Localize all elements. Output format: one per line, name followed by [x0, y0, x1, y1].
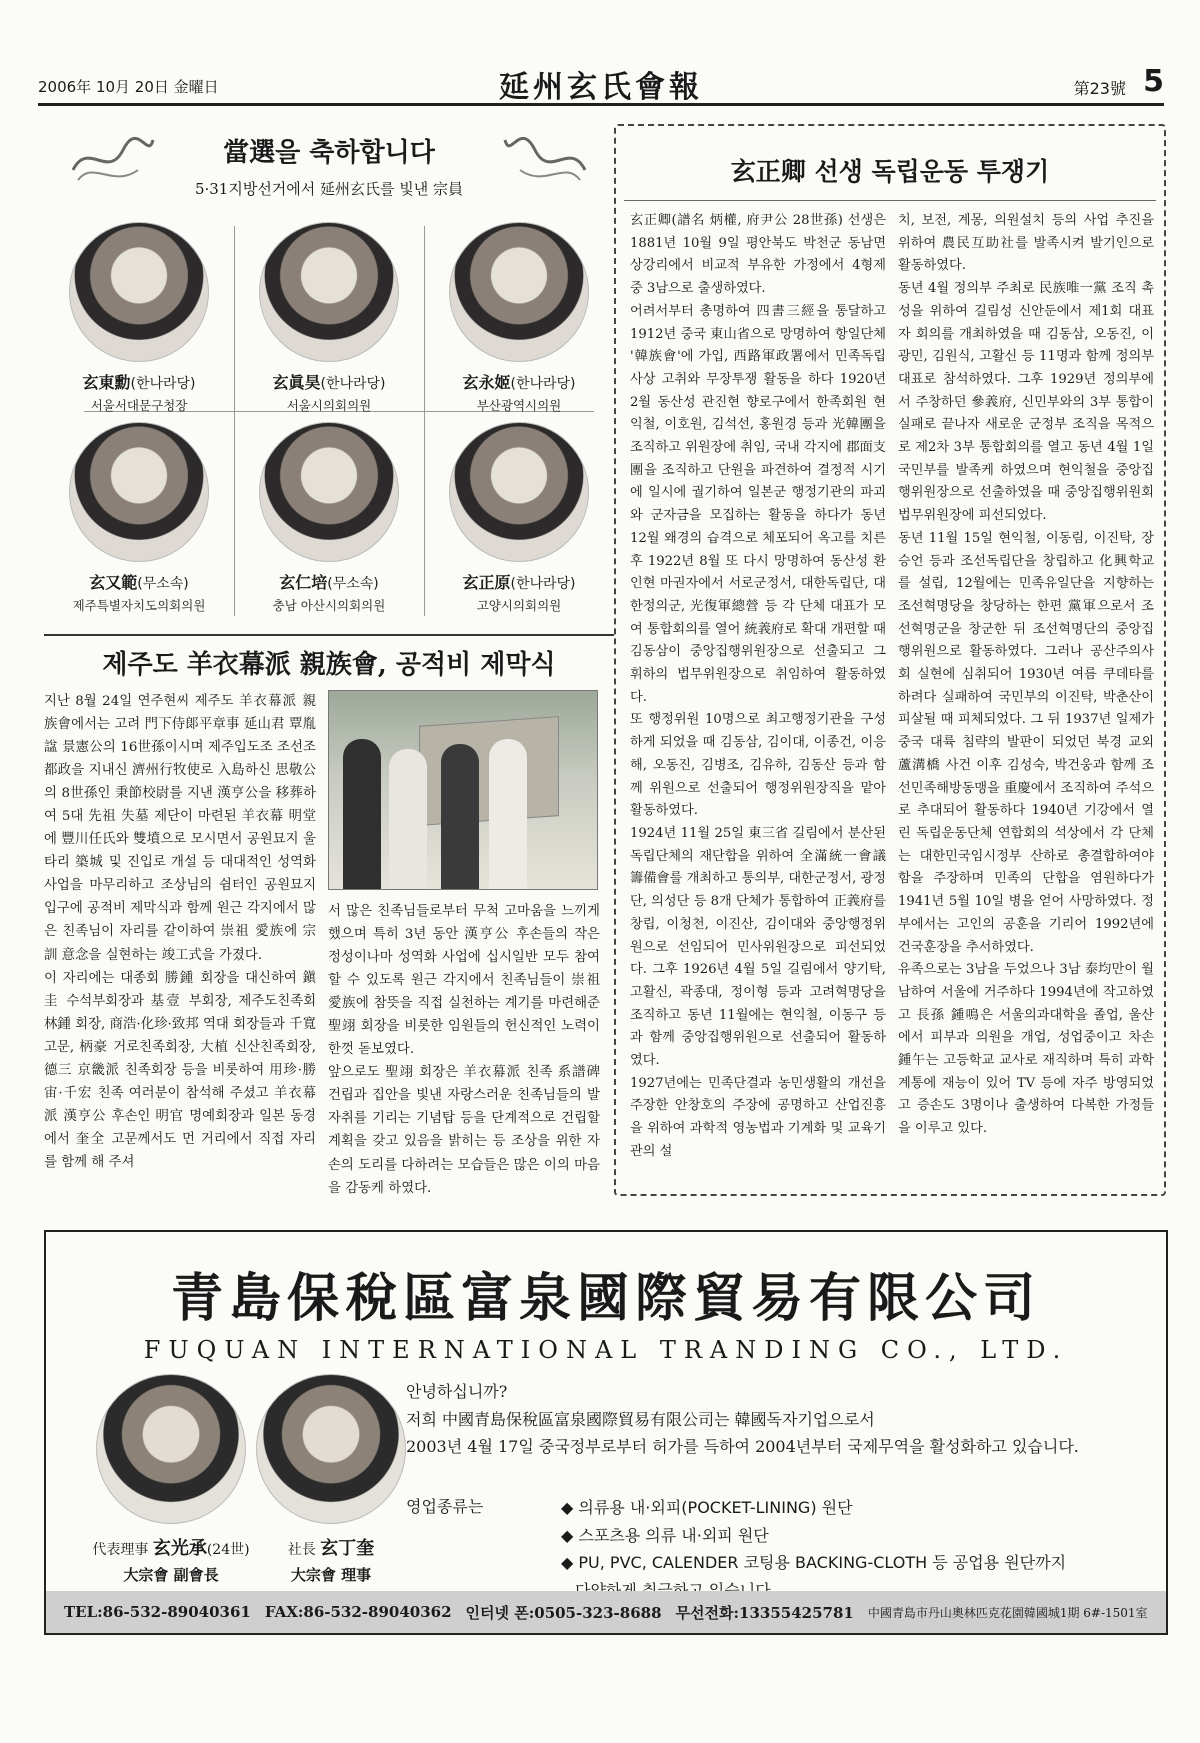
- member-name: 玄眞昊: [272, 373, 321, 392]
- person-name: 玄光承: [152, 1538, 207, 1559]
- elected-member: [244, 422, 414, 614]
- wireless-phone: 무선전화:13355425781: [675, 1603, 854, 1622]
- ceremony-photo: [328, 690, 598, 890]
- person-role: 大宗會 理事: [290, 1566, 372, 1584]
- article-column: 치, 보전, 계몽, 의원설치 등의 사업 추진을 위하여 農民互助社를 발족시켜 발기인으로 활동하였다. 동년 4월 정의부 주최로 民族唯一黨 조직 촉성을 위하여 길림성 신안둔에서 제1회 대표자 회의를 개최하였을 때 김동삼, 오동진, 이광민, 김원식, 고활신 등 11명과 함께 정의부 대표로 참석하였다. 그후 1929년 정의부에서 주창하던 參義府, 신민부와의 3부 통합이 실패로 끝나자 새로운 군정부 조직을 목적으로 제2차 3부 통합회의를 열고 동년 4월 1일 국민부를 발족케 하였으며 현익철을 중앙집행위원장으로 선출하였을 때 중앙집행위원회 법무위원장에 피선되었다. 동년 11월 15일 현익철, 이동림, 이진탁, 장승언 등과 조선독립단을 창립하고 化興학교를 설립, 12월에는 민족유일단을 지향하는 조선혁명당을 창당하는 한편 黨軍으로서 조선혁명군을 창군한 뒤 조선혁명단의 중앙집행위원으로 활동하였다. 그러나 공산주의사회 실현에 심취되어 1930년 여름 쿠데타를 하려다 실패하여 국민부의 이진탁, 박춘산이 피살될 때 피체되었다. 그 뒤 1937년 일제가 중국 대륙 침략의 발판이 되었던 북경 교외 蘆溝橋 사건 이후 김성숙, 박건웅과 함께 조선민족해방동맹을 重慶에서 조직하여 주석으로 추대되어 활동하다 1940년 기강에서 열린 독립운동단체 연합회의 석상에서 각 단체는 대한민국임시정부 산하로 총결합하여야 함을 주장하며 민족의 단합을 염원하다가 1941년 5월 10일 병을 얻어 사망하였다. 정부에서는 고인의 공훈을 기리어 1992년에 건국훈장을 추서하였다. 유족으로는 3남을 두었으나 3남 泰均만이 월남하여 서울에 거주하다 1994년에 작고하였고 長孫 鍾鳴은 서울의과대학을 졸업, 울산에서 피부과 의원을 개업, 성업중이고 차손 鍾午는 고등학교 교사로 재직하며 특히 과학계통에 재능이 있어 TV 등에 자주 방영되었고 증손도 3명이나 출생하여 다복한 가정들을 이루고 있다.: [898, 213, 1154, 1137]
- contact-bar: [46, 1591, 1166, 1633]
- article-title: 玄正卿 선생 독립운동 투쟁기: [730, 157, 1050, 186]
- portrait-photo: [69, 222, 209, 362]
- member-name: 玄仁培: [279, 573, 328, 592]
- address: 中國青島市丹山奧林匹克花園韓國城1期 6#-1501室: [867, 1605, 1148, 1620]
- person-figure: [389, 749, 427, 889]
- portrait-photo: [96, 1374, 246, 1524]
- member-name: 玄又範: [89, 573, 138, 592]
- portrait-photo: [259, 222, 399, 362]
- member-party: (무소속): [137, 576, 189, 592]
- portrait-photo: [449, 422, 589, 562]
- intro-line: 저희 中國青島保稅區富泉國際貿易有限公司는 韓國독자기업으로서: [406, 1409, 875, 1429]
- masthead: [38, 62, 1164, 106]
- congrats-subtitle: 5·31지방선거에서 延州玄氏를 빛낸 宗員: [194, 180, 464, 198]
- member-position: 서울서대문구청장: [90, 398, 188, 413]
- tel: TEL:86-532-89040361: [64, 1603, 251, 1621]
- intro-line: 2003년 4월 17일 중국정부로부터 허가를 득하여 2004년부터 국제무역을 활성화하고 있습니다.: [406, 1437, 1079, 1457]
- business-list: [561, 1494, 1066, 1604]
- portrait-photo: [449, 222, 589, 362]
- member-position: 제주특별자치도의회의원: [72, 598, 206, 613]
- business-item: ◆ PU, PVC, CALENDER 코팅용 BACKING-CLOTH 등 공업용 원단까지: [561, 1553, 1067, 1573]
- page-number: 5: [1143, 64, 1164, 99]
- member-position: 충남 아산시의회의원: [272, 598, 386, 613]
- portrait-photo: [256, 1374, 406, 1524]
- person-title: 代表理事: [92, 1542, 149, 1558]
- divider: [234, 226, 235, 616]
- member-position: 부산광역시의원: [476, 398, 562, 413]
- elected-member: [54, 422, 224, 614]
- elected-member: [434, 222, 604, 414]
- company-name-english: FUQUAN INTERNATIONAL TRANDING CO., LTD.: [143, 1336, 1069, 1364]
- ad-intro: [406, 1378, 1146, 1461]
- issue-number: 第23號: [1073, 79, 1126, 98]
- elected-member: [434, 422, 604, 614]
- issue-date: 2006年 10月 20日 金曜日: [38, 78, 219, 96]
- divider: [624, 200, 1156, 201]
- advertisement: [44, 1230, 1168, 1635]
- ad-person: [246, 1374, 416, 1585]
- portrait-photo: [259, 422, 399, 562]
- member-position: 고양시의회의원: [476, 598, 562, 613]
- article-column: 서 많은 친족님들로부터 무척 고마움을 느끼게 했으며 특히 3년 동안 漢亨公 후손들의 작은 정성이나마 성역화 사업에 십시일반 모두 참여할 수 있도록 원근 각지에서 친족님들이 崇祖 愛族에 참뜻을 직접 실천하는 계기를 마련해준 聖翊 회장을 비롯한 임원들의 헌신적인 노력이 한껏 돋보였다. 앞으로도 聖翊 회장은 羊衣幕派 친족 系譜碑 건립과 집안을 빛낸 자랑스러운 친족님들의 발자취를 기리는 기념탑 등을 단계적으로 건립할 계획을 갖고 있음을 밝히는 등 조상을 위한 자손의 도리를 다하려는 모습들은 많은 이의 마음을 감동케 하였다.: [328, 904, 600, 1196]
- member-party: (한나라당): [510, 576, 576, 592]
- elected-member: [54, 222, 224, 414]
- business-item: ◆ 스포츠용 의류 내·외피 원단: [561, 1525, 769, 1545]
- congrats-title: 當選을 축하합니다: [223, 138, 435, 168]
- person-figure: [489, 739, 527, 889]
- member-position: 서울시의회의원: [286, 398, 372, 413]
- fax: FAX:86-532-89040362: [264, 1603, 452, 1621]
- internet-phone: 인터넷 폰:0505-323-8688: [465, 1603, 662, 1622]
- member-name: 玄東勳: [82, 373, 131, 392]
- divider: [424, 226, 425, 616]
- person-figure: [343, 739, 381, 889]
- company-name-chinese: 青島保稅區富泉國際貿易有限公司: [170, 1268, 1041, 1329]
- article-title: 제주도 羊衣幕派 親族會, 공적비 제막식: [102, 650, 556, 680]
- divider: [44, 634, 614, 636]
- member-party: (무소속): [327, 576, 379, 592]
- member-party: (한나라당): [510, 376, 576, 392]
- member-name: 玄永姬: [462, 373, 511, 392]
- person-name: 玄丁奎: [320, 1538, 375, 1559]
- person-role: 大宗會 副會長: [123, 1566, 219, 1584]
- newspaper-title: 延州玄氏會報: [499, 70, 703, 105]
- elected-member: [244, 222, 414, 414]
- business-item: ◆ 의류용 내·외피(POCKET-LINING) 원단: [561, 1498, 853, 1517]
- person-title: 社長: [287, 1542, 316, 1558]
- business-label: 영업종류는: [406, 1497, 484, 1516]
- portrait-photo: [69, 422, 209, 562]
- member-name: 玄正原: [462, 573, 511, 592]
- greeting: 안녕하십니까?: [406, 1382, 508, 1401]
- member-party: (한나라당): [320, 376, 386, 392]
- person-figure: [441, 744, 479, 889]
- member-party: (한나라당): [130, 376, 196, 392]
- ad-person: [86, 1374, 256, 1585]
- article-column: 지난 8월 24일 연주현씨 제주도 羊衣幕派 親族會에서는 고려 門下侍郞平章事 延山君 覃胤 諡 景憲公의 16世孫이시며 제주입도조 조선조 都政을 지내신 濟州行牧使로 入島하신 思敬公의 8世孫인 秉節校尉를 지낸 漢亨公을 移葬하여 5대 先祖 失墓 제단이 마련된 羊衣幕 明堂에 豐川任氏와 雙墳으로 모시면서 공원묘지 울타리 築城 및 진입로 개설 등 대대적인 성역화 사업을 마무리하고 조상님의 쉼터인 공원묘지 입구에 공적비 제막식과 함께 원근 각지에서 많은 친족님이 자리를 같이하여 崇祖 愛族에 宗訓 意念을 실현하는 竣工式을 가졌다. 이 자리에는 대종회 勝鍾 회장을 대신하여 鎭圭 수석부회장과 基壹 부회장, 제주도친족회 林鍾 회장, 商浩·化珍·致邦 역대 회장들과 千寬 고문, 柄豪 거로친족회장, 大植 신산친족회장, 德三 京畿派 친족회장 등을 비롯하여 用珍·勝宙·千宏 친족 여러분이 참석해 주셨고 羊衣幕派 漢亨公 후손인 明官 명예회장과 일본 동경에서 奎全 고문께서도 먼 거리에서 직접 자리를 함께 해 주셔: [44, 694, 316, 1170]
- article-column: 玄正卿(譜名 炳權, 府尹公 28世孫) 선생은 1881년 10월 9일 평안북도 박천군 동남면 상강리에서 비교적 부유한 가정에서 4형제 중 3남으로 출생하였다. 어려서부터 총명하여 四書三經을 통달하고 1912년 중국 東山省으로 망명하여 항일단체 '韓族會'에 가입, 西路軍政署에서 민족독립사상 고취와 무장투쟁 활동을 하다 1920년 2월 동산성 관진현 향로구에서 한족회원 현익철, 이호원, 김석선, 홍원경 등과 光韓團을 조직하고 위원장에 취임, 국내 각지에 郡面支團을 조직하고 단원을 파견하여 결정적 시기에 일시에 궐기하여 일본군 행정기관의 파괴와 군자금을 모집하는 활동을 하다가 동년 12월 왜경의 습격으로 체포되어 옥고를 치른 후 1922년 8월 또 다시 망명하여 동산성 환인현 마권자에서 서로군정서, 대한독립단, 대한정의군, 光復軍總營 등 각 단체 대표가 모여 통합회의를 열어 統義府로 확대 개편할 때 김동삼이 중앙집행위원장으로 선출되고 그 휘하의 법무위원장으로 취임하여 활동하였다. 또 행정위원 10명으로 최고행정기관을 구성하게 되었을 때 김동삼, 김이대, 이종건, 이응해, 오동진, 김병조, 김유하, 김동산 등과 함께 위원으로 선출되어 행정위원장직을 맡아 활동하였다. 1924년 11월 25일 東三省 길림에서 분산된 독립단체의 재단합을 위하여 全滿統一會議籌備會를 개최하고 통의부, 대한군정서, 광정단, 의성단 등 8개 단체가 통합하여 正義府를 창립, 이청천, 이진산, 김이대와 중앙행정위원으로 선임되어 민사위원장으로 피선되었다. 그후 1926년 4월 5일 길림에서 양기탁, 고활신, 곽종대, 정이형 등과 고려혁명당을 조직하고 동년 11월에는 현익철, 이동구 등과 함께 중앙집행위원으로 선출되어 활동하였다. 1927년에는 민족단결과 농민생활의 개선을 주장한 안창호의 주장에 공명하고 산업진흥을 위하여 과학적 영농법과 기계화 및 교육기관의 설: [630, 213, 886, 1159]
- person-generation: (24世): [206, 1542, 250, 1558]
- congrats-section: [44, 126, 614, 616]
